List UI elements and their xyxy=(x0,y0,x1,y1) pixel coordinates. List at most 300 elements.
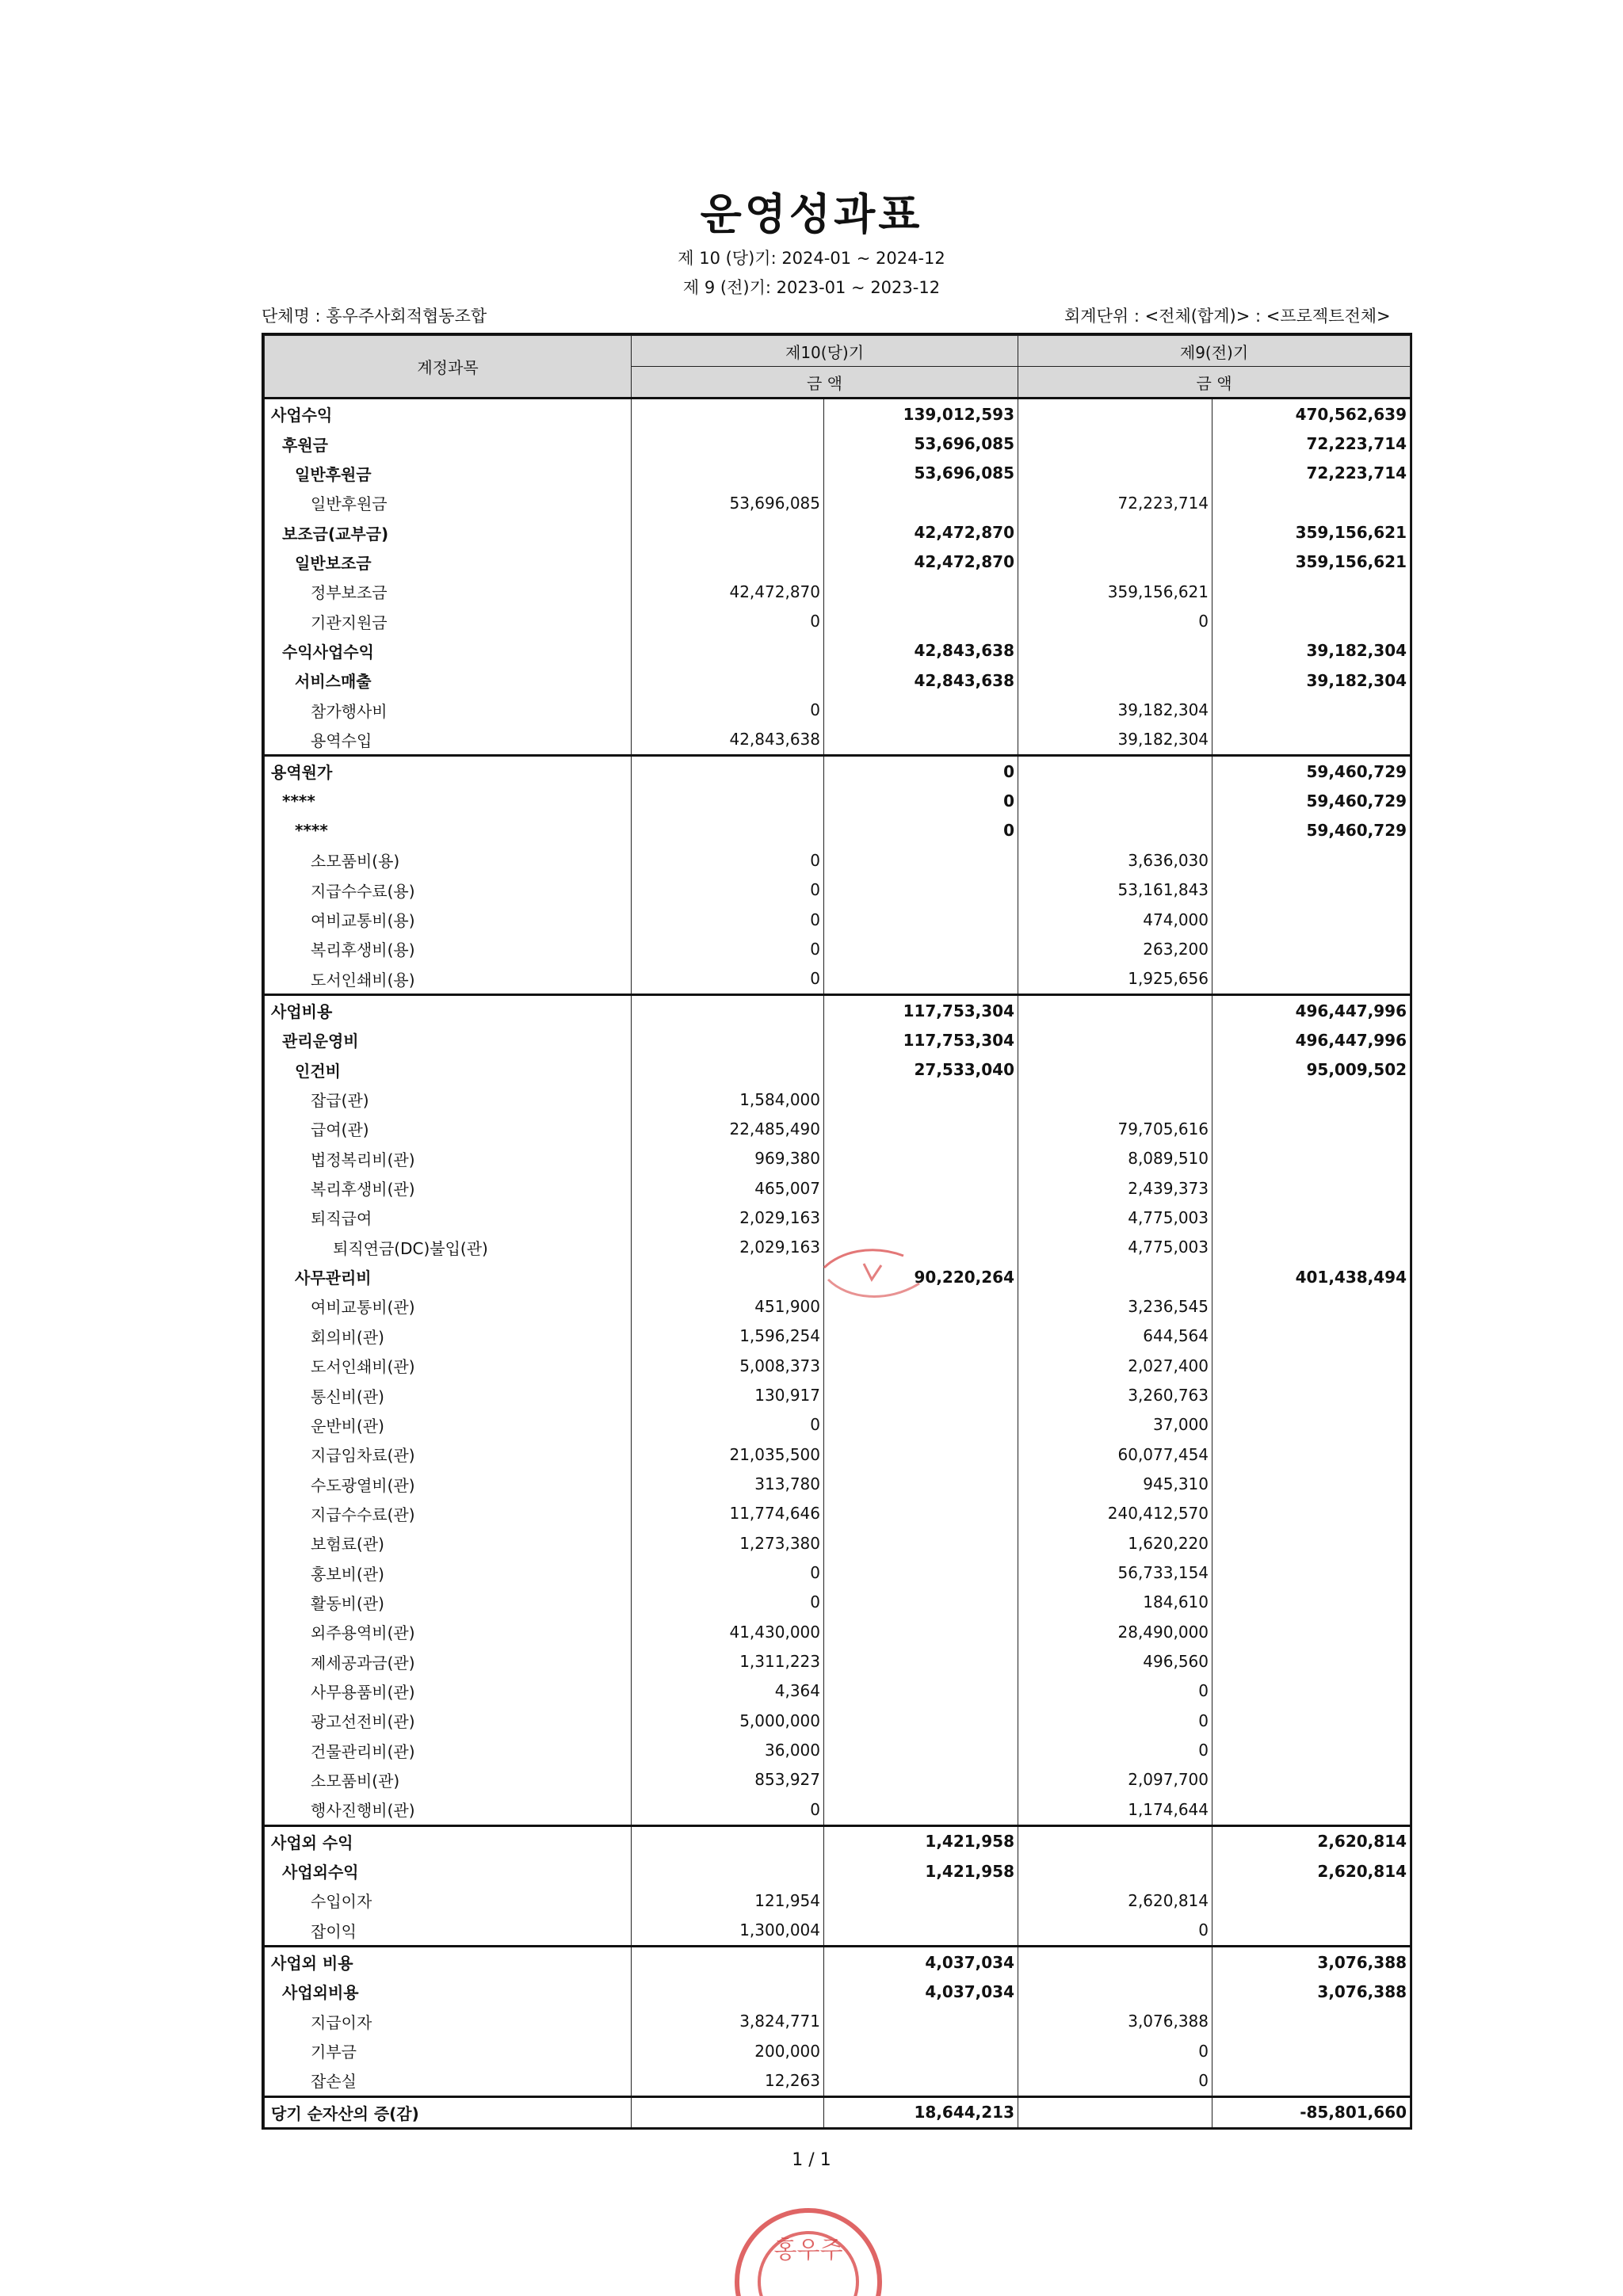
previous-detail-amount xyxy=(1018,1856,1212,1886)
previous-amount xyxy=(1212,1203,1411,1232)
current-detail-amount xyxy=(632,994,824,1025)
previous-amount: 359,156,621 xyxy=(1212,517,1411,547)
current-detail-amount: 0 xyxy=(632,845,824,875)
current-amount xyxy=(824,606,1018,635)
current-amount: 27,533,040 xyxy=(824,1055,1018,1085)
current-detail-amount: 1,584,000 xyxy=(632,1085,824,1114)
previous-amount xyxy=(1212,1499,1411,1528)
account-name: 후원금 xyxy=(265,429,632,458)
table-row xyxy=(265,816,1411,845)
previous-detail-amount: 2,097,700 xyxy=(1018,1765,1212,1794)
current-detail-amount: 5,008,373 xyxy=(632,1351,824,1380)
current-amount xyxy=(824,2036,1018,2065)
table-row xyxy=(265,1916,1411,1947)
previous-amount: 2,620,814 xyxy=(1212,1825,1411,1856)
table-row xyxy=(265,1203,1411,1232)
previous-amount: 496,447,996 xyxy=(1212,994,1411,1025)
current-amount xyxy=(824,934,1018,963)
account-name: 법정복리비(관) xyxy=(265,1144,632,1173)
account-name: 도서인쇄비(용) xyxy=(265,964,632,995)
account-name: 수입이자 xyxy=(265,1886,632,1915)
previous-detail-amount: 4,775,003 xyxy=(1018,1233,1212,1262)
current-detail-amount: 3,824,771 xyxy=(632,2007,824,2036)
operating-results-table xyxy=(262,333,1412,2130)
current-detail-amount: 0 xyxy=(632,606,824,635)
current-detail-amount: 0 xyxy=(632,1410,824,1440)
account-name: 운반비(관) xyxy=(265,1410,632,1440)
table-row xyxy=(265,1856,1411,1886)
total-label: 당기 순자산의 증(감) xyxy=(265,2096,632,2127)
table-row xyxy=(265,756,1411,787)
table-row xyxy=(265,695,1411,724)
current-amount xyxy=(824,1469,1018,1498)
previous-amount xyxy=(1212,1558,1411,1587)
table-row xyxy=(265,1825,1411,1856)
account-name: **** xyxy=(265,786,632,815)
account-name: 잡급(관) xyxy=(265,1085,632,1114)
table-row xyxy=(265,2007,1411,2036)
current-amount xyxy=(824,1528,1018,1558)
account-name: 퇴직연금(DC)불입(관) xyxy=(265,1233,632,1262)
table-row xyxy=(265,399,1411,429)
current-detail-amount: 42,843,638 xyxy=(632,725,824,756)
previous-detail-amount: 263,200 xyxy=(1018,934,1212,963)
current-amount xyxy=(824,488,1018,517)
previous-detail-amount: 644,564 xyxy=(1018,1322,1212,1351)
current-detail-amount: 969,380 xyxy=(632,1144,824,1173)
previous-detail-amount xyxy=(1018,756,1212,787)
table-row xyxy=(265,1765,1411,1794)
current-detail-amount: 22,485,490 xyxy=(632,1114,824,1143)
previous-amount: 3,076,388 xyxy=(1212,1977,1411,2006)
current-detail-amount: 313,780 xyxy=(632,1469,824,1498)
previous-amount xyxy=(1212,1794,1411,1825)
previous-detail-amount xyxy=(1018,1946,1212,1977)
account-name: 관리운영비 xyxy=(265,1025,632,1055)
previous-amount xyxy=(1212,1322,1411,1351)
current-detail-amount: 0 xyxy=(632,905,824,934)
previous-amount xyxy=(1212,1765,1411,1794)
table-row xyxy=(265,1440,1411,1469)
account-name: 활동비(관) xyxy=(265,1588,632,1617)
previous-amount xyxy=(1212,725,1411,756)
total-current-detail xyxy=(632,2096,824,2127)
current-amount xyxy=(824,1706,1018,1735)
account-name: 지급수수료(용) xyxy=(265,875,632,905)
account-name: 사업외수익 xyxy=(265,1856,632,1886)
previous-amount: 95,009,502 xyxy=(1212,1055,1411,1085)
previous-detail-amount: 1,925,656 xyxy=(1018,964,1212,995)
account-name: 도서인쇄비(관) xyxy=(265,1351,632,1380)
previous-detail-amount: 945,310 xyxy=(1018,1469,1212,1498)
previous-detail-amount: 3,260,763 xyxy=(1018,1380,1212,1409)
current-amount xyxy=(824,1440,1018,1469)
current-detail-amount xyxy=(632,636,824,666)
previous-amount: 72,223,714 xyxy=(1212,429,1411,458)
current-detail-amount: 853,927 xyxy=(632,1765,824,1794)
current-amount: 0 xyxy=(824,816,1018,845)
current-amount: 42,843,638 xyxy=(824,666,1018,695)
account-name: 행사진행비(관) xyxy=(265,1794,632,1825)
previous-amount xyxy=(1212,577,1411,606)
previous-amount: 59,460,729 xyxy=(1212,786,1411,815)
current-detail-amount: 451,900 xyxy=(632,1291,824,1321)
account-name: 수도광열비(관) xyxy=(265,1469,632,1498)
current-detail-amount xyxy=(632,786,824,815)
previous-detail-amount: 0 xyxy=(1018,2036,1212,2065)
current-detail-amount xyxy=(632,547,824,577)
previous-amount xyxy=(1212,1469,1411,1498)
previous-amount xyxy=(1212,1114,1411,1143)
current-detail-amount: 0 xyxy=(632,695,824,724)
previous-amount xyxy=(1212,934,1411,963)
current-detail-amount: 1,300,004 xyxy=(632,1916,824,1947)
previous-amount xyxy=(1212,1410,1411,1440)
previous-detail-amount: 359,156,621 xyxy=(1018,577,1212,606)
current-detail-amount: 5,000,000 xyxy=(632,1706,824,1735)
previous-detail-amount: 2,027,400 xyxy=(1018,1351,1212,1380)
current-amount xyxy=(824,1351,1018,1380)
previous-amount xyxy=(1212,2036,1411,2065)
current-amount xyxy=(824,1794,1018,1825)
previous-detail-amount: 0 xyxy=(1018,1916,1212,1947)
current-amount: 1,421,958 xyxy=(824,1825,1018,1856)
current-detail-amount: 53,696,085 xyxy=(632,488,824,517)
current-amount: 117,753,304 xyxy=(824,1025,1018,1055)
previous-amount: 3,076,388 xyxy=(1212,1946,1411,1977)
current-detail-amount: 1,311,223 xyxy=(632,1646,824,1676)
previous-detail-amount: 474,000 xyxy=(1018,905,1212,934)
header-previous: 제9(전)기 xyxy=(1018,336,1411,367)
table-row xyxy=(265,1977,1411,2006)
table-row xyxy=(265,1114,1411,1143)
current-detail-amount xyxy=(632,1977,824,2006)
account-name: **** xyxy=(265,816,632,845)
account-name: 보험료(관) xyxy=(265,1528,632,1558)
current-detail-amount: 121,954 xyxy=(632,1886,824,1915)
previous-detail-amount: 0 xyxy=(1018,606,1212,635)
previous-amount xyxy=(1212,1706,1411,1735)
previous-amount xyxy=(1212,845,1411,875)
table-row xyxy=(265,1499,1411,1528)
account-name: 건물관리비(관) xyxy=(265,1735,632,1764)
table-row xyxy=(265,1676,1411,1706)
current-amount xyxy=(824,1114,1018,1143)
current-detail-amount xyxy=(632,666,824,695)
current-amount: 90,220,264 xyxy=(824,1262,1018,1291)
account-name: 용역원가 xyxy=(265,756,632,787)
previous-amount xyxy=(1212,1617,1411,1646)
previous-detail-amount xyxy=(1018,1825,1212,1856)
previous-detail-amount: 56,733,154 xyxy=(1018,1558,1212,1587)
current-amount xyxy=(824,1735,1018,1764)
header-account: 계정과목 xyxy=(265,336,632,399)
current-amount xyxy=(824,1410,1018,1440)
header-current: 제10(당)기 xyxy=(632,336,1018,367)
current-amount: 139,012,593 xyxy=(824,399,1018,429)
account-name: 일반보조금 xyxy=(265,547,632,577)
current-amount xyxy=(824,1617,1018,1646)
table-row xyxy=(265,636,1411,666)
previous-detail-amount xyxy=(1018,1085,1212,1114)
current-amount xyxy=(824,1646,1018,1676)
current-detail-amount: 36,000 xyxy=(632,1735,824,1764)
previous-detail-amount: 39,182,304 xyxy=(1018,695,1212,724)
previous-detail-amount xyxy=(1018,994,1212,1025)
current-amount xyxy=(824,2007,1018,2036)
previous-detail-amount: 3,636,030 xyxy=(1018,845,1212,875)
account-name: 사업수익 xyxy=(265,399,632,429)
account-name: 소모품비(관) xyxy=(265,1765,632,1794)
account-name: 퇴직급여 xyxy=(265,1203,632,1232)
account-name: 지급이자 xyxy=(265,2007,632,2036)
table-row xyxy=(265,606,1411,635)
current-detail-amount xyxy=(632,429,824,458)
previous-amount xyxy=(1212,2007,1411,2036)
account-name: 사업외비용 xyxy=(265,1977,632,2006)
account-name: 급여(관) xyxy=(265,1114,632,1143)
previous-amount xyxy=(1212,606,1411,635)
current-detail-amount xyxy=(632,1025,824,1055)
account-name: 기부금 xyxy=(265,2036,632,2065)
table-row xyxy=(265,577,1411,606)
table-row xyxy=(265,725,1411,756)
current-amount: 0 xyxy=(824,786,1018,815)
current-detail-amount xyxy=(632,1856,824,1886)
current-amount xyxy=(824,1085,1018,1114)
account-name: 통신비(관) xyxy=(265,1380,632,1409)
current-amount xyxy=(824,1588,1018,1617)
current-amount: 4,037,034 xyxy=(824,1977,1018,2006)
table-row xyxy=(265,905,1411,934)
table-row xyxy=(265,875,1411,905)
previous-detail-amount: 8,089,510 xyxy=(1018,1144,1212,1173)
previous-detail-amount: 1,620,220 xyxy=(1018,1528,1212,1558)
current-detail-amount: 12,263 xyxy=(632,2065,824,2096)
total-row xyxy=(265,2096,1411,2127)
previous-amount: 72,223,714 xyxy=(1212,459,1411,488)
previous-amount xyxy=(1212,905,1411,934)
previous-detail-amount xyxy=(1018,517,1212,547)
table-row xyxy=(265,488,1411,517)
table-row xyxy=(265,1322,1411,1351)
current-detail-amount: 1,273,380 xyxy=(632,1528,824,1558)
table-row xyxy=(265,2065,1411,2096)
previous-amount xyxy=(1212,1085,1411,1114)
current-amount xyxy=(824,695,1018,724)
account-name: 사업외 비용 xyxy=(265,1946,632,1977)
current-detail-amount: 0 xyxy=(632,934,824,963)
current-amount xyxy=(824,577,1018,606)
total-previous-amount: -85,801,660 xyxy=(1212,2096,1411,2127)
table-row xyxy=(265,1025,1411,1055)
current-detail-amount xyxy=(632,1825,824,1856)
current-amount xyxy=(824,875,1018,905)
current-detail-amount: 2,029,163 xyxy=(632,1203,824,1232)
current-amount xyxy=(824,1765,1018,1794)
previous-amount xyxy=(1212,1351,1411,1380)
previous-detail-amount: 3,236,545 xyxy=(1018,1291,1212,1321)
current-amount xyxy=(824,1886,1018,1915)
account-name: 잡손실 xyxy=(265,2065,632,2096)
previous-amount xyxy=(1212,1735,1411,1764)
previous-detail-amount: 0 xyxy=(1018,1706,1212,1735)
previous-detail-amount: 1,174,644 xyxy=(1018,1794,1212,1825)
current-amount xyxy=(824,845,1018,875)
table-row xyxy=(265,1144,1411,1173)
total-current-amount: 18,644,213 xyxy=(824,2096,1018,2127)
current-amount xyxy=(824,905,1018,934)
table-row xyxy=(265,1646,1411,1676)
current-amount: 42,472,870 xyxy=(824,517,1018,547)
previous-detail-amount xyxy=(1018,666,1212,695)
current-detail-amount: 0 xyxy=(632,964,824,995)
previous-amount: 2,620,814 xyxy=(1212,1856,1411,1886)
current-detail-amount: 11,774,646 xyxy=(632,1499,824,1528)
current-amount xyxy=(824,964,1018,995)
account-name: 광고선전비(관) xyxy=(265,1706,632,1735)
table-row xyxy=(265,1055,1411,1085)
table-row xyxy=(265,994,1411,1025)
account-name: 사업비용 xyxy=(265,994,632,1025)
previous-amount: 59,460,729 xyxy=(1212,756,1411,787)
account-name: 지급임차료(관) xyxy=(265,1440,632,1469)
previous-amount: 39,182,304 xyxy=(1212,636,1411,666)
account-name: 제세공과금(관) xyxy=(265,1646,632,1676)
account-name: 홍보비(관) xyxy=(265,1558,632,1587)
table-row xyxy=(265,429,1411,458)
previous-amount xyxy=(1212,1646,1411,1676)
previous-amount: 496,447,996 xyxy=(1212,1025,1411,1055)
account-name: 소모품비(용) xyxy=(265,845,632,875)
previous-detail-amount: 39,182,304 xyxy=(1018,725,1212,756)
current-amount: 53,696,085 xyxy=(824,459,1018,488)
previous-detail-amount xyxy=(1018,399,1212,429)
current-detail-amount xyxy=(632,459,824,488)
current-detail-amount xyxy=(632,1262,824,1291)
previous-detail-amount xyxy=(1018,1025,1212,1055)
current-amount xyxy=(824,1499,1018,1528)
previous-detail-amount: 2,620,814 xyxy=(1018,1886,1212,1915)
seal-text: 홍우주 xyxy=(773,2237,843,2264)
table-row xyxy=(265,934,1411,963)
previous-detail-amount xyxy=(1018,816,1212,845)
current-detail-amount xyxy=(632,1055,824,1085)
table-row xyxy=(265,1794,1411,1825)
current-amount: 4,037,034 xyxy=(824,1946,1018,1977)
account-name: 지급수수료(관) xyxy=(265,1499,632,1528)
current-detail-amount: 0 xyxy=(632,1588,824,1617)
current-amount: 42,472,870 xyxy=(824,547,1018,577)
current-detail-amount: 465,007 xyxy=(632,1173,824,1203)
account-name: 사무관리비 xyxy=(265,1262,632,1291)
previous-detail-amount: 0 xyxy=(1018,2065,1212,2096)
previous-amount xyxy=(1212,1440,1411,1469)
previous-amount xyxy=(1212,1291,1411,1321)
previous-amount xyxy=(1212,1676,1411,1706)
account-name: 용역수입 xyxy=(265,725,632,756)
current-detail-amount xyxy=(632,517,824,547)
organization-seal-icon xyxy=(729,2203,888,2296)
table-row xyxy=(265,666,1411,695)
table-row xyxy=(265,1886,1411,1915)
table-row xyxy=(265,1558,1411,1587)
current-detail-amount: 0 xyxy=(632,1794,824,1825)
page-number: 1 / 1 xyxy=(792,2150,831,2170)
header-amount-previous: 금 액 xyxy=(1018,367,1411,399)
current-amount xyxy=(824,1916,1018,1947)
previous-amount xyxy=(1212,488,1411,517)
current-detail-amount: 0 xyxy=(632,875,824,905)
accounting-unit: 회계단위 : <전체(합계)> : <프로젝트전체> xyxy=(1064,307,1391,326)
previous-amount xyxy=(1212,1144,1411,1173)
table-row xyxy=(265,1173,1411,1203)
previous-amount xyxy=(1212,2065,1411,2096)
current-amount: 0 xyxy=(824,756,1018,787)
account-name: 서비스매출 xyxy=(265,666,632,695)
table-row xyxy=(265,459,1411,488)
current-amount: 42,843,638 xyxy=(824,636,1018,666)
organization-name: 단체명 : 홍우주사회적협동조합 xyxy=(262,307,487,326)
account-name: 잡이익 xyxy=(265,1916,632,1947)
table-row xyxy=(265,1588,1411,1617)
table-row xyxy=(265,547,1411,577)
previous-detail-amount xyxy=(1018,459,1212,488)
current-amount xyxy=(824,1144,1018,1173)
current-detail-amount: 41,430,000 xyxy=(632,1617,824,1646)
account-name: 여비교통비(관) xyxy=(265,1291,632,1321)
seal-stamp-partial-icon xyxy=(816,1236,935,1307)
account-name: 복리후생비(용) xyxy=(265,934,632,963)
previous-amount xyxy=(1212,1380,1411,1409)
current-detail-amount xyxy=(632,399,824,429)
account-name: 기관지원금 xyxy=(265,606,632,635)
previous-detail-amount: 72,223,714 xyxy=(1018,488,1212,517)
account-name: 복리후생비(관) xyxy=(265,1173,632,1203)
current-amount xyxy=(824,1676,1018,1706)
previous-amount xyxy=(1212,1528,1411,1558)
previous-detail-amount xyxy=(1018,1055,1212,1085)
account-name: 일반후원금 xyxy=(265,488,632,517)
current-amount xyxy=(824,1322,1018,1351)
period-previous: 제 9 (전)기: 2023-01 ~ 2023-12 xyxy=(682,278,941,297)
table-row xyxy=(265,1946,1411,1977)
current-amount: 1,421,958 xyxy=(824,1856,1018,1886)
header-amount-current: 금 액 xyxy=(632,367,1018,399)
previous-detail-amount: 37,000 xyxy=(1018,1410,1212,1440)
previous-amount xyxy=(1212,1588,1411,1617)
account-name: 사업외 수익 xyxy=(265,1825,632,1856)
account-name: 참가행사비 xyxy=(265,695,632,724)
previous-detail-amount: 53,161,843 xyxy=(1018,875,1212,905)
account-name: 일반후원금 xyxy=(265,459,632,488)
previous-detail-amount: 60,077,454 xyxy=(1018,1440,1212,1469)
document-title: 운영성과표 xyxy=(700,189,923,239)
current-amount: 117,753,304 xyxy=(824,994,1018,1025)
current-amount xyxy=(824,1203,1018,1232)
current-detail-amount xyxy=(632,1946,824,1977)
previous-amount xyxy=(1212,1173,1411,1203)
table-row xyxy=(265,786,1411,815)
previous-amount: 401,438,494 xyxy=(1212,1262,1411,1291)
current-detail-amount: 2,029,163 xyxy=(632,1233,824,1262)
current-detail-amount: 0 xyxy=(632,1558,824,1587)
previous-detail-amount: 4,775,003 xyxy=(1018,1203,1212,1232)
table-row xyxy=(265,1617,1411,1646)
previous-amount xyxy=(1212,1916,1411,1947)
current-detail-amount: 42,472,870 xyxy=(632,577,824,606)
previous-amount: 59,460,729 xyxy=(1212,816,1411,845)
